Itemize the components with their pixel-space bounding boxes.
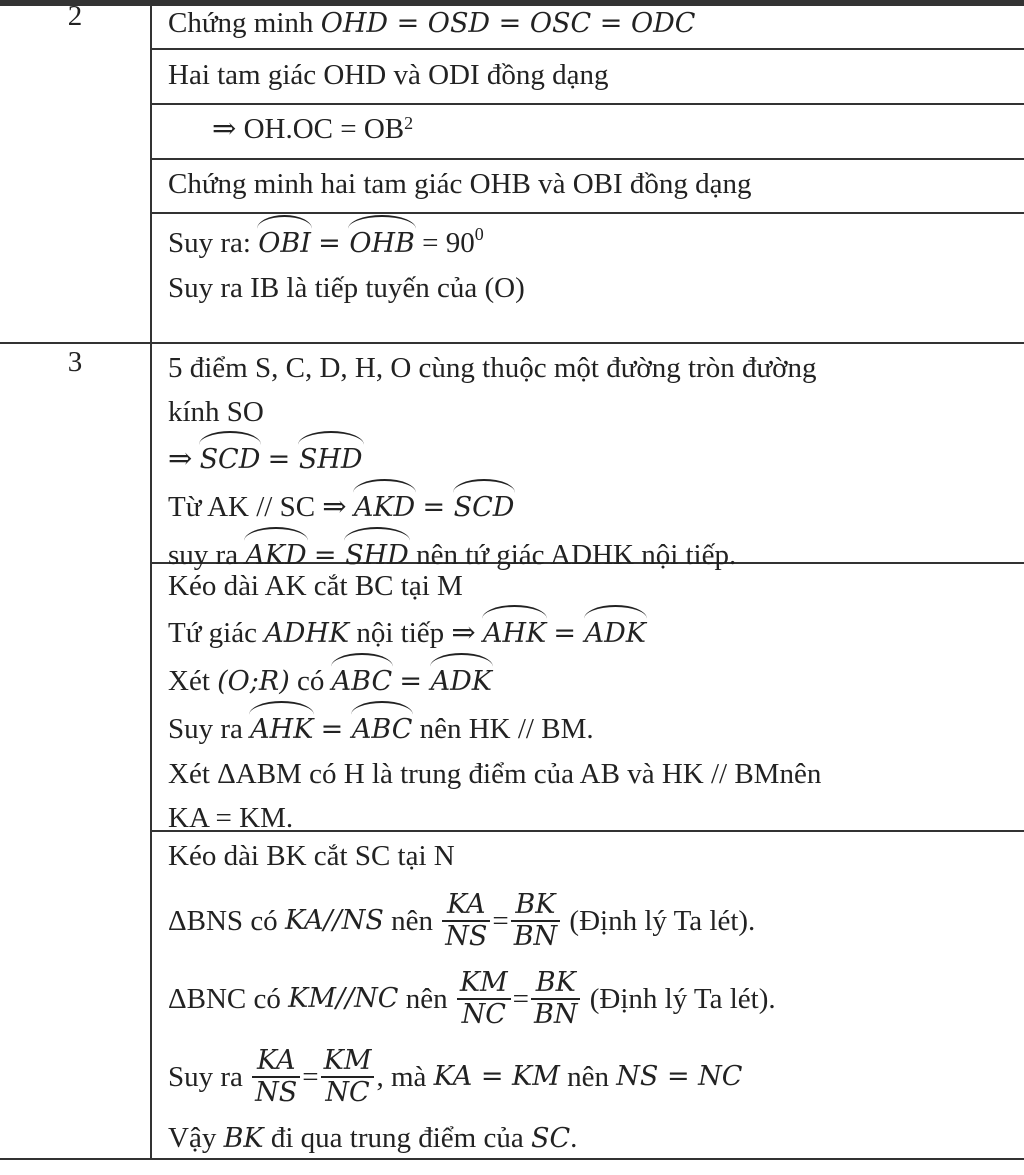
step-line: Tứ giác ADHK nội tiếp ⇒ AHK = ADK xyxy=(168,608,1014,656)
step-line: Kéo dài BK cắt SC tại N xyxy=(168,840,455,872)
math-expr: KM//NC xyxy=(288,983,399,1014)
step-line: ΔBNS có KA//NS nên $\frac{KA}{NS}$ = $\frac{BK}{BN}$ (Định lý Ta lét). xyxy=(168,889,756,952)
angle-arc: OBI xyxy=(258,218,311,266)
row-divider xyxy=(150,212,1024,214)
math-expr: KA//NS xyxy=(284,905,384,936)
angle-arc: ADK xyxy=(431,656,492,704)
step-text: Tứ giác xyxy=(168,617,257,649)
step-cell xyxy=(168,218,1014,310)
step-text: Xét xyxy=(168,665,210,697)
step-text: Suy ra xyxy=(168,713,243,745)
step-text: (Định lý Ta lét). xyxy=(569,905,756,937)
fraction: $\frac{KA}{NS}$ xyxy=(252,1046,300,1108)
fraction: $\frac{BK}{BN}$ xyxy=(511,890,560,952)
step-line: Kéo dài AK cắt BC tại M xyxy=(168,570,463,602)
step-text: . xyxy=(570,1122,578,1154)
step-text: ΔBNS có xyxy=(168,905,278,937)
fraction: $\frac{BK}{BN}$ xyxy=(531,968,580,1030)
step-text: Từ AK // SC ⇒ xyxy=(168,491,347,523)
step-text: Vậy xyxy=(168,1122,217,1154)
fraction: $\frac{KM}{NC}$ xyxy=(321,1046,375,1108)
step-text: ΔBNC có xyxy=(168,983,281,1015)
step-line: Suy ra IB là tiếp tuyến của (O) xyxy=(168,272,525,304)
step-line: ⇒ SCD = SHD xyxy=(168,434,1014,482)
step-text: nên xyxy=(391,905,433,937)
step-line: ΔBNC có KM//NC nên $\frac{KM}{NC}$ = $\frac{BK}{BN}$ (Định lý Ta lét). xyxy=(168,967,776,1030)
angle-arc: AKD xyxy=(245,530,306,578)
step-line xyxy=(168,1116,1014,1161)
step-cell xyxy=(168,564,1014,840)
step-text: có xyxy=(297,665,325,697)
step-line: KA = KM. xyxy=(168,802,294,834)
angle-arc: AKD xyxy=(354,482,415,530)
angle-arc: SHD xyxy=(345,530,409,578)
angle-arc: SCD xyxy=(200,434,261,482)
math-expr: KA = KM xyxy=(433,1061,560,1092)
step-line: Suy ra $\frac{KA}{NS}$ = $\frac{KM}{NC}$ , mà KA = KM nên NS = NC xyxy=(168,1045,743,1108)
angle-arc: SHD xyxy=(299,434,363,482)
math-expr: ADHK xyxy=(264,618,350,649)
degree-sup: 0 xyxy=(474,224,484,244)
step-text: OH.OC = OB xyxy=(243,113,405,145)
implies-symbol: ⇒ xyxy=(168,443,193,475)
step-cell xyxy=(168,52,1014,98)
math-expr: SC xyxy=(530,1123,571,1154)
step-text: nên HK // BM. xyxy=(419,713,594,745)
angle-arc: ADK xyxy=(585,608,646,656)
row-divider xyxy=(150,158,1024,160)
step-text: Suy ra xyxy=(168,1061,243,1093)
step-text: , mà xyxy=(376,1061,427,1093)
step-cell xyxy=(212,106,1014,152)
step-cell xyxy=(168,346,1014,578)
step-text: Suy ra: xyxy=(168,227,251,259)
column-divider xyxy=(150,0,152,1160)
implies-symbol: ⇒ xyxy=(212,113,237,145)
section-divider xyxy=(0,342,1024,344)
row-number: 2 xyxy=(67,0,83,32)
step-cell xyxy=(168,834,1014,1161)
step-text: đi qua trung điểm của xyxy=(270,1122,524,1154)
fraction: $\frac{KA}{NS}$ xyxy=(442,890,490,952)
angle-arc: AHK xyxy=(250,704,313,752)
angle-arc: AHK xyxy=(483,608,546,656)
row-number: 3 xyxy=(67,346,83,378)
angle-arc: ABC xyxy=(332,656,393,704)
step-line: suy ra AKD = SHD nên tứ giác ADHK nội tiếp. xyxy=(168,530,1014,578)
step-line: kính SO xyxy=(168,396,264,428)
step-text: Chứng minh xyxy=(168,7,314,39)
step-text: suy ra xyxy=(168,539,239,571)
angle-arc: SCD xyxy=(454,482,515,530)
step-text: (Định lý Ta lét). xyxy=(589,983,776,1015)
step-text: nên xyxy=(567,1061,609,1093)
step-line: Xét (O;R) có ABC = ADK xyxy=(168,656,1014,704)
step-text: nên xyxy=(405,983,448,1015)
math-expr: NS = NC xyxy=(616,1061,743,1092)
step-line: Xét ΔABM có H là trung điểm của AB và HK // BMnên xyxy=(168,758,822,790)
exponent: 2 xyxy=(404,113,414,133)
angle-arc: OHB xyxy=(349,218,415,266)
math-expr: OHD = OSD = OSC = ODC xyxy=(320,8,696,39)
step-text: nên tứ giác ADHK nội tiếp. xyxy=(416,539,737,571)
math-expr: BK xyxy=(223,1123,264,1154)
fraction: $\frac{KM}{NC}$ xyxy=(457,968,511,1030)
step-text: = 90 xyxy=(422,227,475,259)
step-text: nội tiếp ⇒ xyxy=(356,617,476,649)
step-cell xyxy=(168,161,1014,207)
row-divider xyxy=(150,48,1024,50)
math-expr: (O;R) xyxy=(217,666,290,697)
row-divider xyxy=(150,103,1024,105)
step-cell xyxy=(168,0,1014,47)
step-line: Suy ra AHK = ABC nên HK // BM. xyxy=(168,704,1014,752)
step-text: Hai tam giác OHD và ODI đồng dạng xyxy=(168,59,609,91)
angle-arc: ABC xyxy=(352,704,413,752)
step-line: Suy ra: OBI = OHB = $90^0$ xyxy=(168,218,1014,266)
step-text: Chứng minh hai tam giác OHB và OBI đồng dạng xyxy=(168,168,752,200)
step-line: 5 điểm S, C, D, H, O cùng thuộc một đường tròn đường xyxy=(168,352,817,384)
step-line: Từ AK // SC ⇒ AKD = SCD xyxy=(168,482,1014,530)
